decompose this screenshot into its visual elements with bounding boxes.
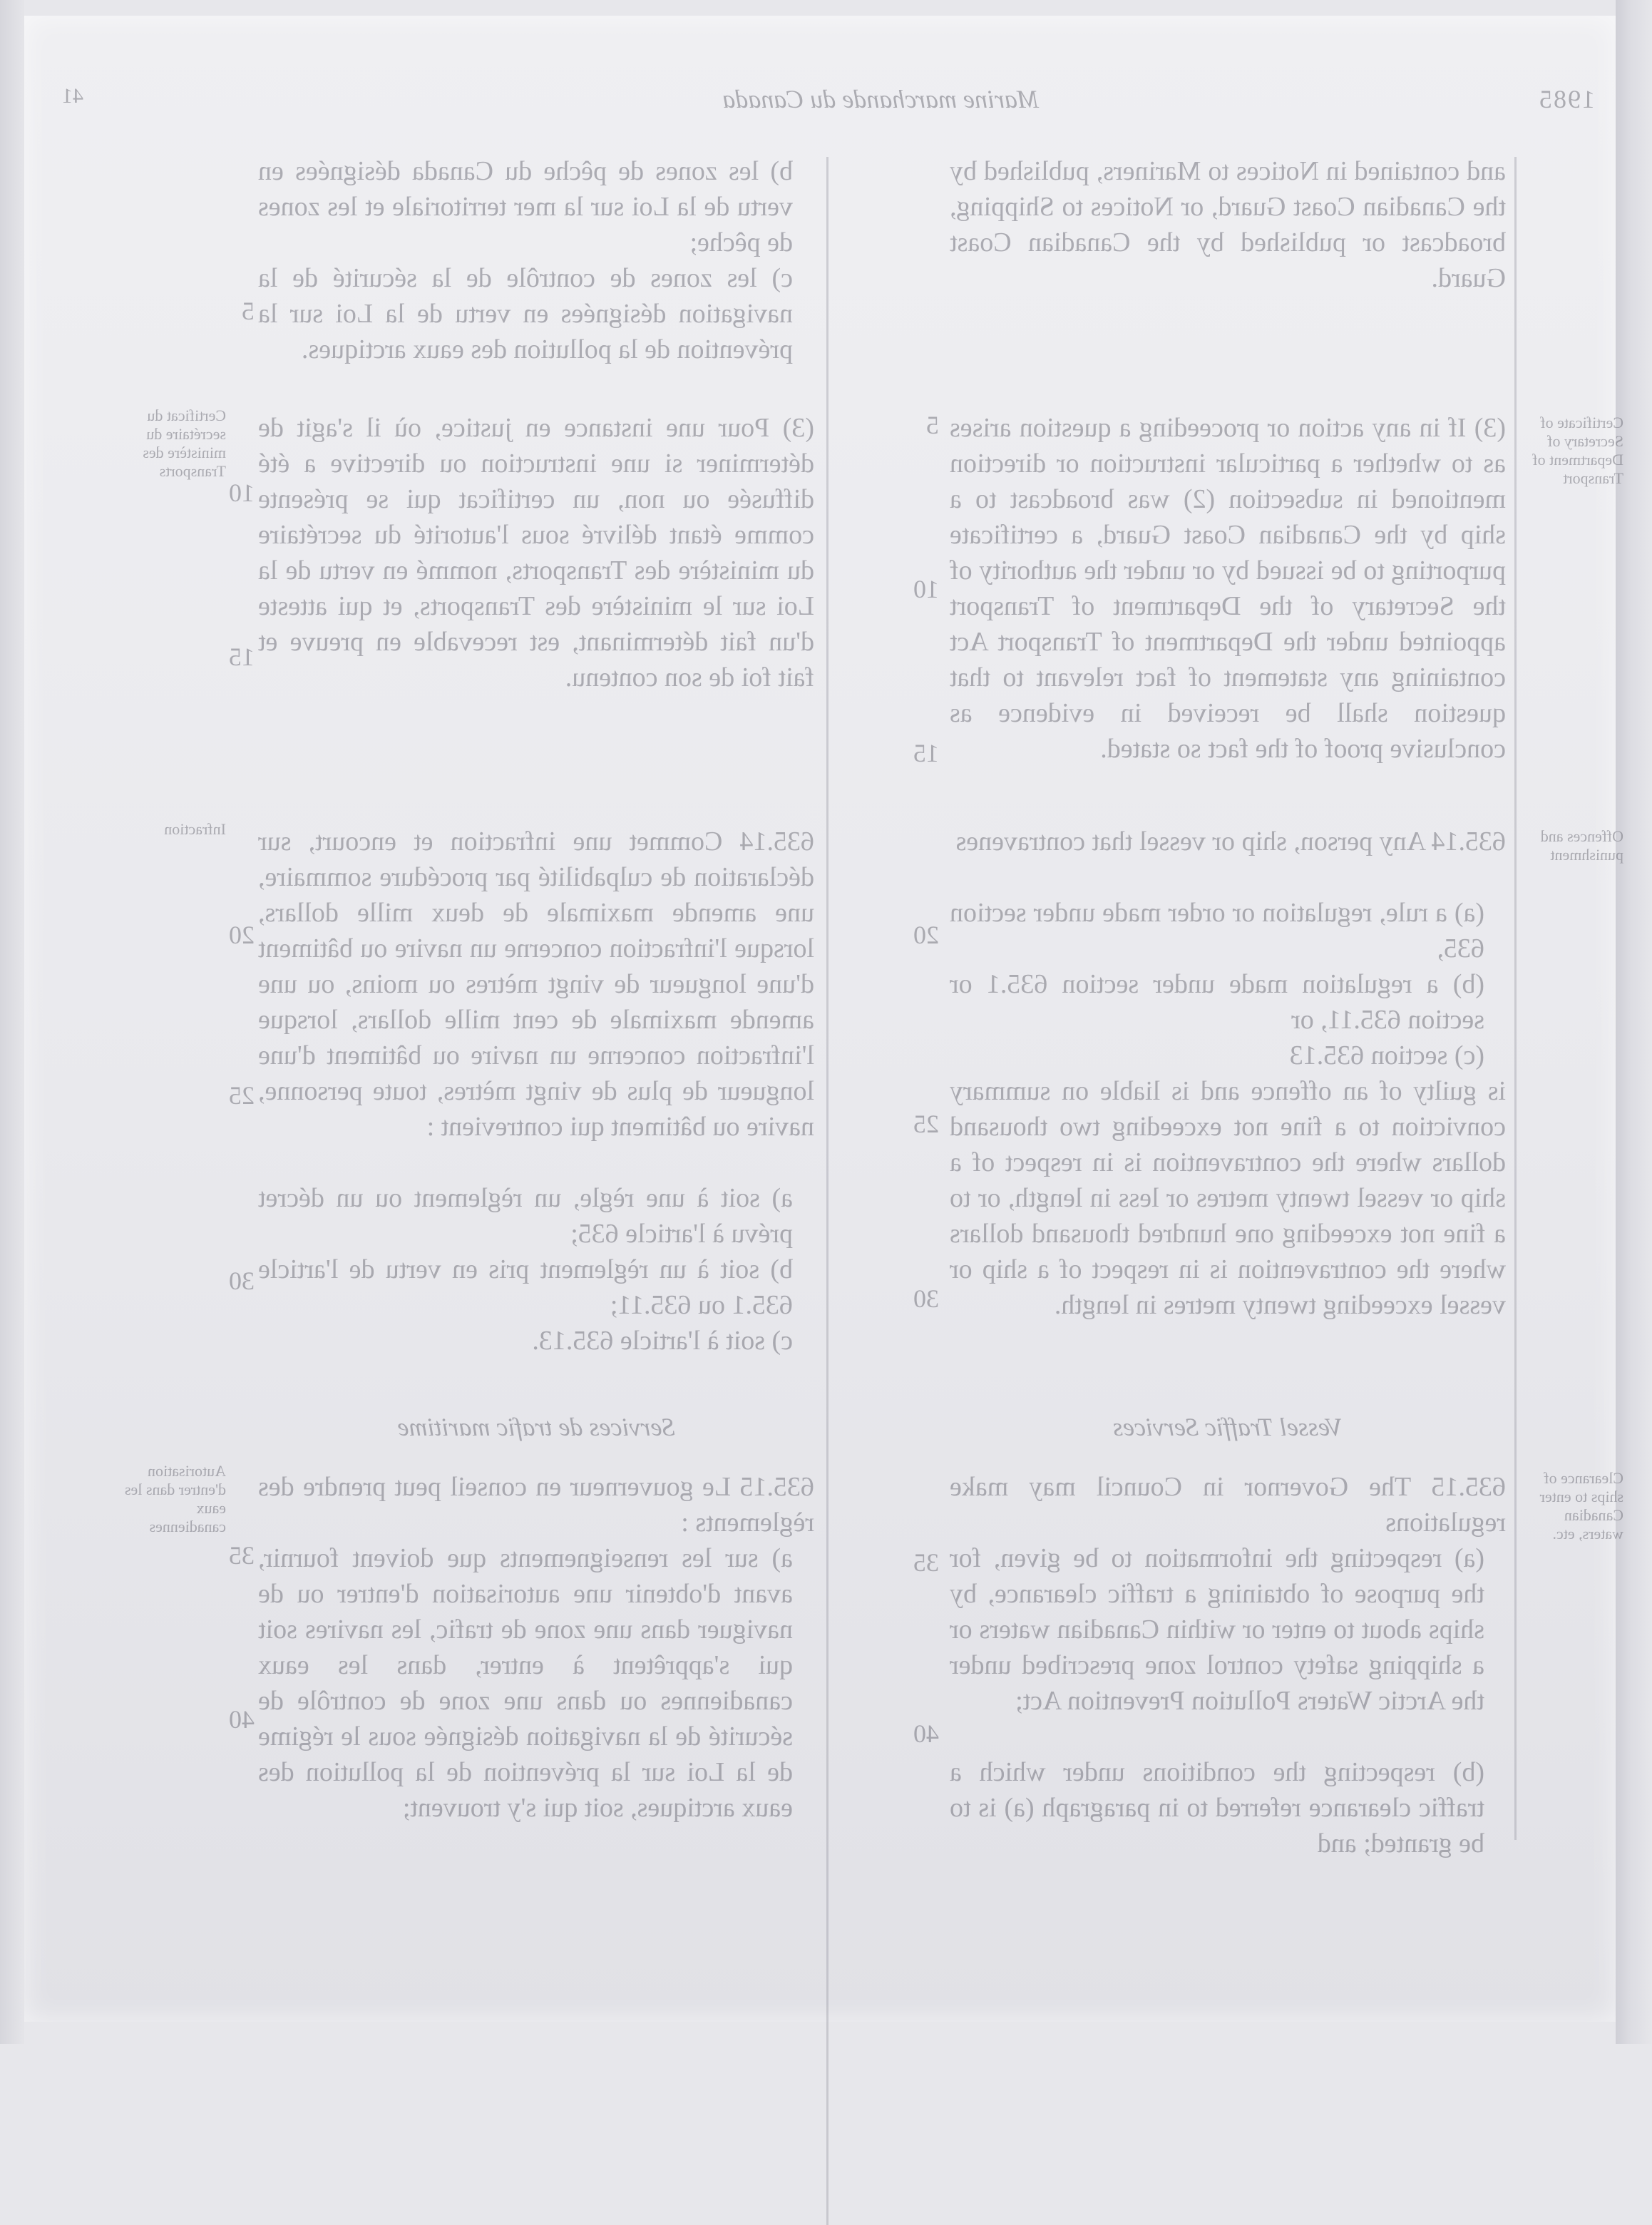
english-heading: Vessel Traffic Services bbox=[1113, 1413, 1343, 1441]
line-number: 25 bbox=[229, 1081, 255, 1110]
line-number: 30 bbox=[913, 1284, 939, 1313]
line-number: 25 bbox=[913, 1110, 939, 1138]
line-number: 35 bbox=[913, 1548, 939, 1577]
english-paragraph: 635.15 The Governor in Council may make regulations bbox=[950, 1472, 1506, 1538]
line-number: 15 bbox=[913, 739, 939, 767]
english-paragraph: (b) respecting the conditions under which a traffic clearance referred to in paragraph (a) is to be granted; and bbox=[950, 1757, 1484, 1858]
english-paragraph: (b) a regulation made under section 635.1 or section 635.11, or bbox=[950, 969, 1484, 1035]
line-number: 35 bbox=[229, 1541, 255, 1570]
english-paragraph: (c) section 635.13 bbox=[1289, 1040, 1484, 1070]
french-paragraph: c) soit à l'article 635.13. bbox=[532, 1326, 793, 1356]
header-title: Marine marchande du Canada bbox=[722, 85, 1039, 113]
french-paragraph: c) les zones de contrôle de la sécurité de la navigation désignées en vertu de la Loi sur la prévention de la pollution des eaux arctiques. bbox=[258, 263, 793, 364]
english-margin-note: Clearance of ships to enter Canadian waters, etc. bbox=[1539, 1469, 1623, 1543]
english-paragraph: (a) respecting the information to be given, for the purpose of obtaining a traffic clearance, by ships about to enter or within Canadian waters or a shipping safety control zone prescribed under the Arctic Waters Pollution Prevention Act; bbox=[950, 1543, 1484, 1716]
english-paragraph: (a) a rule, regulation or order made under section 635, bbox=[950, 898, 1484, 963]
line-number: 30 bbox=[229, 1267, 255, 1295]
line-number: 5 bbox=[242, 297, 255, 325]
french-paragraph: b) soit à un règlement pris en vertu de l'article 635.1 ou 635.11; bbox=[258, 1254, 793, 1320]
line-number: 40 bbox=[229, 1705, 255, 1734]
english-margin-note: Certificate of Secretary of Department of Transport bbox=[1532, 414, 1623, 487]
english-margin-note: Offences and punishment bbox=[1540, 827, 1623, 864]
line-number: 10 bbox=[229, 479, 255, 507]
line-number: 20 bbox=[913, 921, 939, 949]
english-paragraph: (3) If in any action or proceeding a question arises as to whether a particular instruction or direction mentioned in subsection (2) was broadcast to a ship by the Canadian Coast Guard, a certificate purporting to be issued by or under the authority of the Secretary of the Department of Transport appointed under the Department of Transport Act containing any statement of fact relevant to that question shall be received in evidence as conclusive proof of the fact so stated. bbox=[950, 413, 1506, 764]
french-margin-note: Infraction bbox=[164, 820, 226, 838]
header-page-number: 41 bbox=[62, 84, 83, 108]
column-rule-english bbox=[1514, 157, 1517, 1840]
french-paragraph: a) soit à une règle, un règlement ou un décret prévu à l'article 635; bbox=[258, 1183, 793, 1249]
line-number: 20 bbox=[229, 921, 255, 949]
header-year: 1985 bbox=[1538, 85, 1595, 113]
french-paragraph: a) sur les renseignements que doivent fournir, avant d'obtenir une autorisation d'entrer ou de naviguer dans une zone de trafic, les navires soit qui s'apprêtent à entrer, dans les eaux canadiennes ou dans une zone de contrôle de sécurité de la navigation désignée sous le régime de la Loi sur la prévention de la pollution des eaux arctiques, soit qui s'y trouvent; bbox=[258, 1543, 793, 1823]
french-paragraph: b) les zones de pêche du Canada désignées en vertu de la Loi sur la mer territoriale et les zones de pêche; bbox=[258, 156, 793, 257]
french-heading: Services de trafic maritime bbox=[397, 1413, 675, 1441]
line-number: 40 bbox=[913, 1719, 939, 1748]
french-margin-note: Autorisation d'entrer dans les eaux canadiennes bbox=[124, 1462, 226, 1535]
french-paragraph: 635.14 Commet une infraction et encourt, sur déclaration de culpabilité par procédure sommaire, une amende maximale de deux mille dollars, lorsque l'infraction concerne un navire ou bâtiment d'une longueur de vingt mètres ou moins, ou une amende maximale de cent mille dollars, lorsque l'infraction concerne un navire ou bâtiment d'une longueur de plus de vingt mètres, toute personne, navire ou bâtiment qui contrevient : bbox=[258, 827, 814, 1142]
french-paragraph: 635.15 Le gouverneur en conseil peut prendre des règlements : bbox=[258, 1472, 814, 1538]
line-number: 5 bbox=[926, 411, 939, 439]
french-margin-note: Certificat du secrétaire du ministère des Transports bbox=[143, 406, 226, 480]
english-paragraph: and contained in Notices to Mariners, published by the Canadian Coast Guard, or Notices to Shipping, broadcast or published by the Canadian Coast Guard. bbox=[950, 156, 1506, 293]
english-paragraph: is guilty of an offence and is liable on summary conviction to a fine not exceeding two thousand dollars where the contravention is in respect of a ship or vessel twenty metres or less in length, or to a fine not exceeding one hundred thousand dollars where the contravention is in respect of a ship or vessel exceeding twenty metres in length. bbox=[950, 1076, 1506, 1320]
french-paragraph: (3) Pour une instance en justice, où il s'agit de déterminer si une instruction ou directive a été diffusée ou non, un certificat qui se présente comme étant délivré sous l'autorité du secrétaire du ministère des Transports, nommé en vertu de la Loi sur le ministère des Transports, et qui atteste d'un fait déterminant, est recevable en preuve et fait foi de son contenu. bbox=[258, 413, 814, 692]
english-paragraph: 635.14 Any person, ship or vessel that contravenes bbox=[955, 827, 1506, 856]
column-rule-center bbox=[826, 157, 828, 2225]
line-number: 10 bbox=[913, 575, 939, 603]
line-number: 15 bbox=[229, 643, 255, 671]
